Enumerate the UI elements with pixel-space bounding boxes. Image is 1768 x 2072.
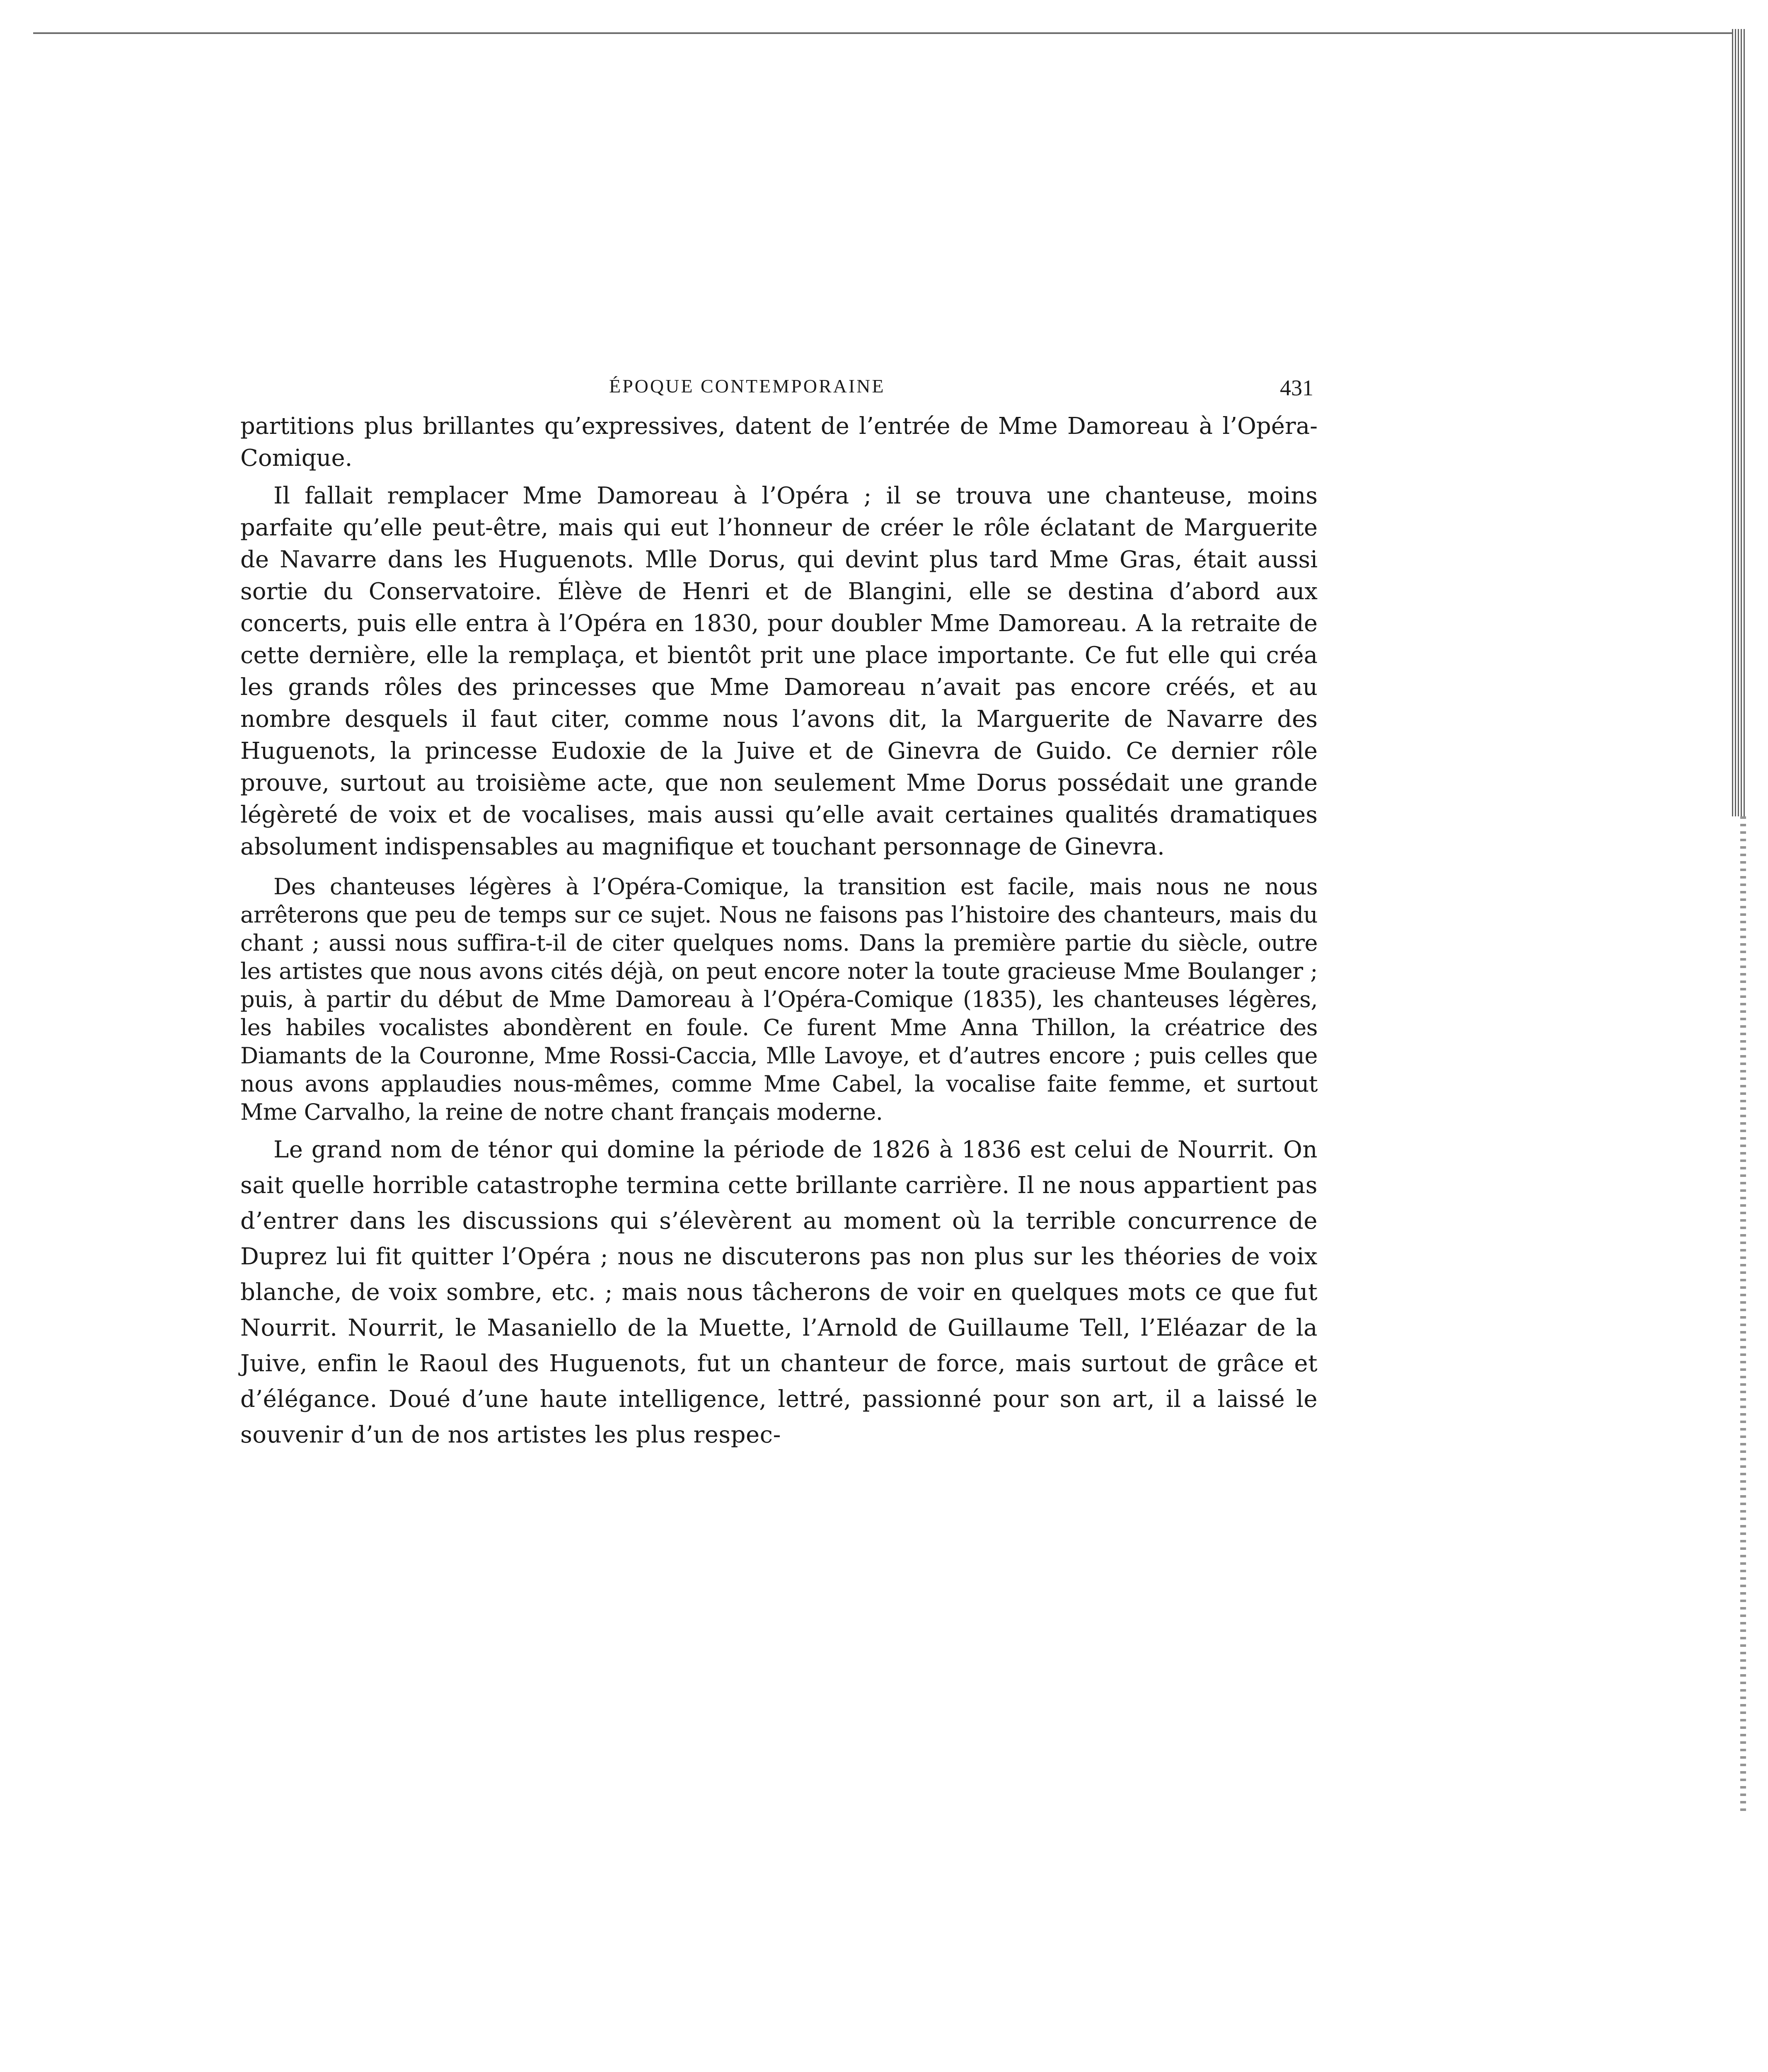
page-number: 431 (1280, 375, 1313, 400)
paragraph-3: Des chanteuses légères à l’Opéra-Comique, la transition est facile, mais nous ne nous arrêterons que peu de temps sur ce sujet. Nous ne faisons pas l’histoire des chanteurs, mais du chant ; aussi nous suffira-t-il de citer quelques noms. Dans la première partie du siècle, outre les artistes que nous avons cités déjà, on peut encore noter la toute gracieuse Mme Boulanger ; puis, à partir du début de Mme Damoreau à l’Opéra-Comique (1835), les chanteuses légères, les habiles vocalistes abondèrent en foule. Ce furent Mme Anna Thillon, la créatrice des Diamants de la Couronne, Mme Rossi-Caccia, Mlle Lavoye, et d’autres encore ; puis celles que nous avons applaudies nous-mêmes, comme Mme Cabel, la vocalise faite femme, et surtout Mme Carvalho, la reine de notre chant français moderne. (240, 874, 1318, 1125)
page-top-edge (33, 32, 1732, 34)
body-text (240, 410, 1318, 1453)
page-right-edge-scan-lower (1740, 816, 1746, 1811)
running-head: ÉPOQUE CONTEMPORAINE (609, 375, 885, 397)
page-header (244, 375, 1313, 404)
paragraph-2: Il fallait remplacer Mme Damoreau à l’Opéra ; il se trouva une chanteuse, moins parfaite qu’elle peut-être, mais qui eut l’honneur de créer le rôle éclatant de Marguerite de Navarre dans les Huguenots. Mlle Dorus, qui devint plus tard Mme Gras, était aussi sortie du Conservatoire. Élève de Henri et de Blangini, elle se destina d’abord aux concerts, puis elle entra à l’Opéra en 1830, pour doubler Mme Damoreau. A la retraite de cette dernière, elle la remplaça, et bientôt prit une place importante. Ce fut elle qui créa les grands rôles des princesses que Mme Damoreau n’avait pas encore créés, et au nombre desquels il faut citer, comme nous l’avons dit, la Marguerite de Navarre des Huguenots, la princesse Eudoxie de la Juive et de Ginevra de Guido. Ce dernier rôle prouve, surtout au troisième acte, que non seulement Mme Dorus possédait une grande légèreté de voix et de vocalises, mais aussi qu’elle avait certaines qualités dramatiques absolument indispensables au magnifique et touchant personnage de Ginevra. (240, 482, 1318, 860)
paragraph-4: Le grand nom de ténor qui domine la période de 1826 à 1836 est celui de Nourrit. On sait quelle horrible catastrophe termina cette brillante carrière. Il ne nous appartient pas d’entrer dans les discussions qui s’élevèrent au moment où la terrible concurrence de Duprez lui fit quitter l’Opéra ; nous ne discuterons pas non plus sur les théories de voix blanche, de voix sombre, etc. ; mais nous tâcherons de voir en quelques mots ce que fut Nourrit. Nourrit, le Masaniello de la Muette, l’Arnold de Guillaume Tell, l’Eléazar de la Juive, enfin le Raoul des Huguenots, fut un chanteur de force, mais surtout de grâce et d’élégance. Doué d’une haute intelligence, lettré, passionné pour son art, il a laissé le souvenir d’un de nos artistes les plus respec- (240, 1136, 1318, 1448)
page-right-edge-scan (1732, 29, 1746, 816)
paragraph-1: partitions plus brillantes qu’expressives, datent de l’entrée de Mme Damoreau à l’Opéra-Comique. (240, 413, 1318, 472)
